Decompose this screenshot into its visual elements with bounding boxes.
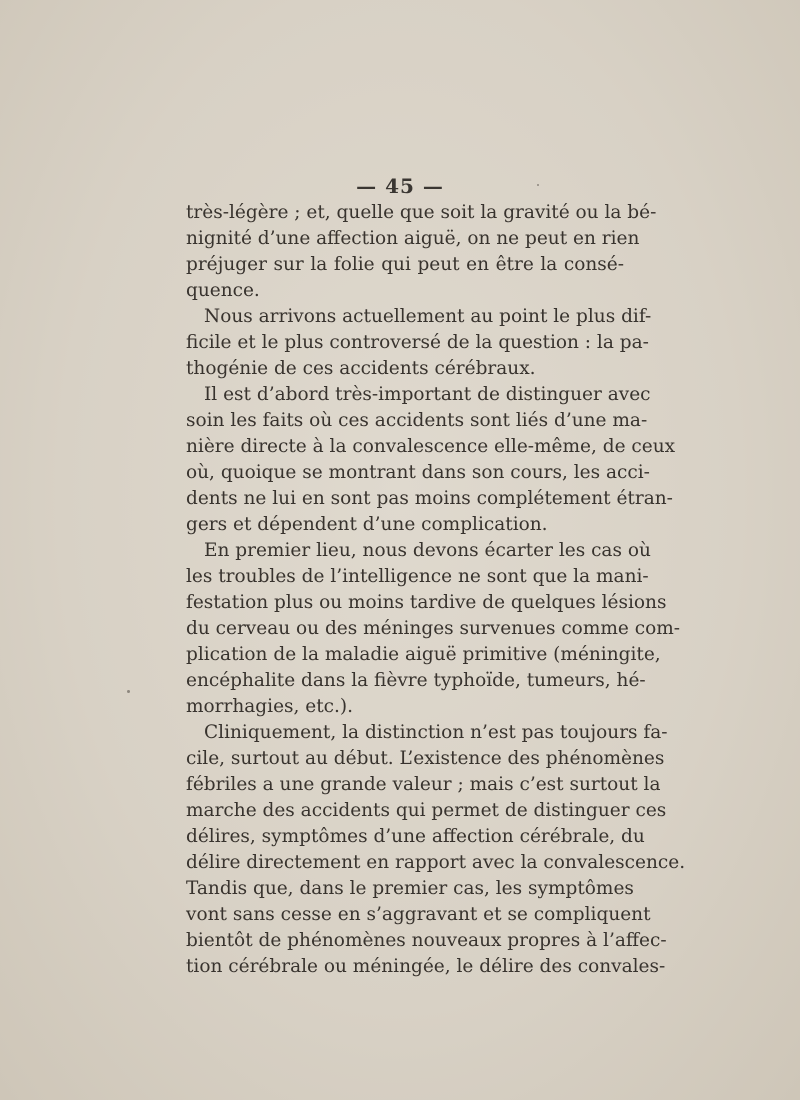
- text-line: encéphalite dans la fièvre typhoïde, tumeurs, hé-: [186, 670, 646, 691]
- text-line: Nous arrivons actuellement au point le plus dif-: [204, 306, 652, 327]
- text-line: dents ne lui en sont pas moins complétement étran-: [186, 488, 673, 509]
- text-line: fébriles a une grande valeur ; mais c’est surtout la: [186, 774, 661, 795]
- text-line: thogénie de ces accidents cérébraux.: [186, 358, 536, 379]
- text-line: très-légère ; et, quelle que soit la gravité ou la bé-: [186, 202, 657, 223]
- text-line: festation plus ou moins tardive de quelques lésions: [186, 592, 667, 613]
- text-line: préjuger sur la folie qui peut en être la consé-: [186, 254, 624, 275]
- paper-speck: [127, 690, 130, 693]
- text-line: Il est d’abord très-important de distinguer avec: [204, 384, 651, 405]
- text-line: où, quoique se montrant dans son cours, les acci-: [186, 462, 650, 483]
- text-line: cile, surtout au début. L’existence des phénomènes: [186, 748, 665, 769]
- text-line: En premier lieu, nous devons écarter les cas où: [204, 540, 651, 561]
- text-line: plication de la maladie aiguë primitive (méningite,: [186, 644, 661, 665]
- page-number: — 45 —: [356, 174, 444, 198]
- text-line: du cerveau ou des méninges survenues comme com-: [186, 618, 681, 639]
- paper-speck: [537, 184, 539, 186]
- text-line: tion cérébrale ou méningée, le délire des convales-: [186, 956, 666, 977]
- text-line: vont sans cesse en s’aggravant et se compliquent: [186, 904, 651, 925]
- text-line: délires, symptômes d’une affection cérébrale, du: [186, 826, 645, 847]
- text-line: soin les faits où ces accidents sont liés d’une ma-: [186, 410, 648, 431]
- text-line: marche des accidents qui permet de distinguer ces: [186, 800, 667, 821]
- text-line: nière directe à la convalescence elle-même, de ceux: [186, 436, 676, 457]
- text-line: morrhagies, etc.).: [186, 696, 353, 717]
- text-line: ficile et le plus controversé de la question : la pa-: [186, 332, 649, 353]
- text-line: délire directement en rapport avec la convalescence.: [186, 852, 686, 873]
- text-line: Tandis que, dans le premier cas, les symptômes: [186, 878, 634, 899]
- text-line: bientôt de phénomènes nouveaux propres à l’affec-: [186, 930, 667, 951]
- text-line: Cliniquement, la distinction n’est pas toujours fa-: [204, 722, 668, 743]
- text-line: quence.: [186, 280, 260, 301]
- text-line: les troubles de l’intelligence ne sont que la mani-: [186, 566, 649, 587]
- text-line: gers et dépendent d’une complication.: [186, 514, 548, 535]
- text-line: nignité d’une affection aiguë, on ne peut en rien: [186, 228, 640, 249]
- body-text: [186, 200, 686, 980]
